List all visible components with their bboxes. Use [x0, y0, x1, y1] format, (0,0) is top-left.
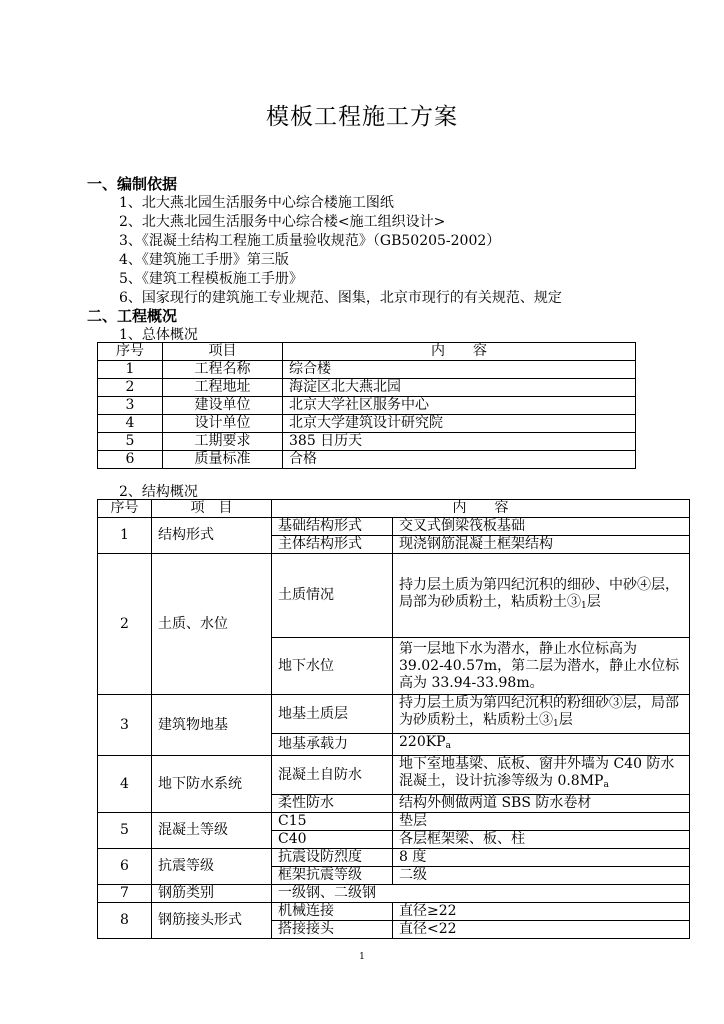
row-number: 8: [98, 903, 152, 939]
sub-value: 结构外侧做两道 SBS 防水卷材: [393, 795, 690, 813]
basis-item-5: 5、《建筑工程模板施工手册》: [119, 271, 303, 287]
structure-subheading: 2、结构概况: [119, 484, 198, 500]
table-cell: 1: [98, 361, 163, 379]
table-row: [98, 554, 690, 638]
sub-label: 地下水位: [272, 638, 393, 695]
row-number: 4: [98, 756, 152, 813]
sub-value: 二级: [393, 867, 690, 885]
basis-item-1: 1、北大燕北园生活服务中心综合楼施工图纸: [119, 195, 394, 211]
sub-label: C40: [272, 831, 393, 849]
sub-value: 直径<22: [393, 921, 690, 939]
sub-value: 8 度: [393, 849, 690, 867]
sub-value: [393, 756, 690, 795]
subscript: a: [603, 780, 609, 790]
sub-value: 交叉式倒梁筏板基础: [393, 518, 690, 536]
row-number: 1: [98, 518, 152, 554]
sub-label: 主体结构形式: [272, 536, 393, 554]
subscript: a: [445, 741, 451, 751]
subscript: 1: [581, 600, 587, 611]
sub-label: 机械连接: [272, 903, 393, 921]
header-cell: 内 容: [283, 343, 636, 361]
page-number: 1: [359, 952, 365, 962]
table-row: [98, 756, 690, 795]
general-overview-table: [97, 342, 636, 469]
sub-label: 土质情况: [272, 554, 393, 638]
sub-label: 搭接接头: [272, 921, 393, 939]
sub-value: [393, 734, 690, 756]
sub-label: 基础结构形式: [272, 518, 393, 536]
table-header-row: [98, 343, 636, 361]
table-cell: 5: [98, 433, 163, 451]
table-cell: 4: [98, 415, 163, 433]
subscript: 1: [553, 719, 559, 729]
row-number: 2: [98, 554, 152, 695]
overview-subheading: 1、总体概况: [119, 327, 198, 343]
table-row: [98, 397, 636, 415]
sub-value: 垫层: [393, 813, 690, 831]
text-part: 层: [586, 593, 601, 610]
basis-item-3: 3、《混凝土结构工程施工质量验收规范》（GB50205-2002）: [119, 233, 501, 249]
table-cell: 海淀区北大燕北园: [283, 379, 636, 397]
table-cell: 3: [98, 397, 163, 415]
section2-heading: 二、工程概况: [87, 307, 178, 325]
table-cell: 2: [98, 379, 163, 397]
table-cell: 建设单位: [163, 397, 283, 415]
sub-label: 混凝土自防水: [272, 756, 393, 795]
sub-label: 柔性防水: [272, 795, 393, 813]
sub-value: 现浇钢筋混凝土框架结构: [393, 536, 690, 554]
row-item: 抗震等级: [152, 849, 272, 885]
table-cell: 6: [98, 451, 163, 469]
header-cell: 项 目: [152, 500, 272, 518]
text-part: 层: [558, 712, 573, 728]
row-number: 3: [98, 695, 152, 756]
row-item: 建筑物地基: [152, 695, 272, 756]
row-item: 钢筋接头形式: [152, 903, 272, 939]
row-item: 结构形式: [152, 518, 272, 554]
table-cell: 合格: [283, 451, 636, 469]
sub-value: 第一层地下水为潜水，静止水位标高为 39.02-40.57m，第二层为潜水，静止水位标高为 33.94-33.98m。: [393, 638, 690, 695]
sub-value: 各层框架梁、板、柱: [393, 831, 690, 849]
basis-item-4: 4、《建筑施工手册》第三版: [119, 252, 289, 268]
table-row: [98, 813, 690, 831]
row-number: 5: [98, 813, 152, 849]
structure-overview-table: [97, 499, 690, 939]
table-cell: 工期要求: [163, 433, 283, 451]
header-cell: 序号: [98, 343, 163, 361]
table-cell: 北京大学社区服务中心: [283, 397, 636, 415]
basis-item-2: 2、北大燕北园生活服务中心综合楼<施工组织设计>: [119, 214, 446, 230]
table-row: [98, 379, 636, 397]
document-title: 模板工程施工方案: [266, 104, 458, 130]
table-cell: 北京大学建筑设计研究院: [283, 415, 636, 433]
sub-label: 地基土质层: [272, 695, 393, 734]
row-item: 混凝土等级: [152, 813, 272, 849]
row-number: 6: [98, 849, 152, 885]
section1-heading: 一、编制依据: [87, 175, 178, 193]
header-cell: 项目: [163, 343, 283, 361]
table-row: [98, 849, 690, 867]
header-cell: 序号: [98, 500, 152, 518]
sub-value: 直径≥22: [393, 903, 690, 921]
table-cell: 综合楼: [283, 361, 636, 379]
table-cell: 工程名称: [163, 361, 283, 379]
basis-item-6: 6、国家现行的建筑施工专业规范、图集，北京市现行的有关规范、规定: [119, 290, 562, 306]
table-row: [98, 415, 636, 433]
header-cell: 内 容: [272, 500, 690, 518]
sub-value: [393, 554, 690, 638]
table-header-row: [98, 500, 690, 518]
text-part: 持力层土质为第四纪沉积的细砂、中砂④层，局部为砂质粉土，粘质粉土③: [399, 576, 679, 610]
table-row: [98, 361, 636, 379]
table-cell: 质量标准: [163, 451, 283, 469]
text-part: 持力层土质为第四纪沉积的粉细砂③层，局部为砂质粉土，粘质粉土③: [399, 695, 679, 728]
sub-label: 抗震设防烈度: [272, 849, 393, 867]
table-cell: 工程地址: [163, 379, 283, 397]
row-number: 7: [98, 885, 152, 903]
row-value: 一级钢、二级钢: [272, 885, 690, 903]
sub-value: [393, 695, 690, 734]
row-item: 地下防水系统: [152, 756, 272, 813]
table-row: [98, 903, 690, 921]
sub-label: 地基承载力: [272, 734, 393, 756]
sub-label: 框架抗震等级: [272, 867, 393, 885]
text-part: 220KP: [399, 734, 446, 750]
table-row: [98, 451, 636, 469]
table-row: [98, 433, 636, 451]
table-row: [98, 518, 690, 536]
table-row: [98, 695, 690, 734]
table-row: [98, 885, 690, 903]
text-part: 地下室地基梁、底板、窗井外墙为 C40 防水混凝土，设计抗渗等级为 0.8MP: [399, 756, 675, 789]
row-item: 土质、水位: [152, 554, 272, 695]
row-item: 钢筋类别: [152, 885, 272, 903]
table-cell: 385 日历天: [283, 433, 636, 451]
table-cell: 设计单位: [163, 415, 283, 433]
sub-label: C15: [272, 813, 393, 831]
